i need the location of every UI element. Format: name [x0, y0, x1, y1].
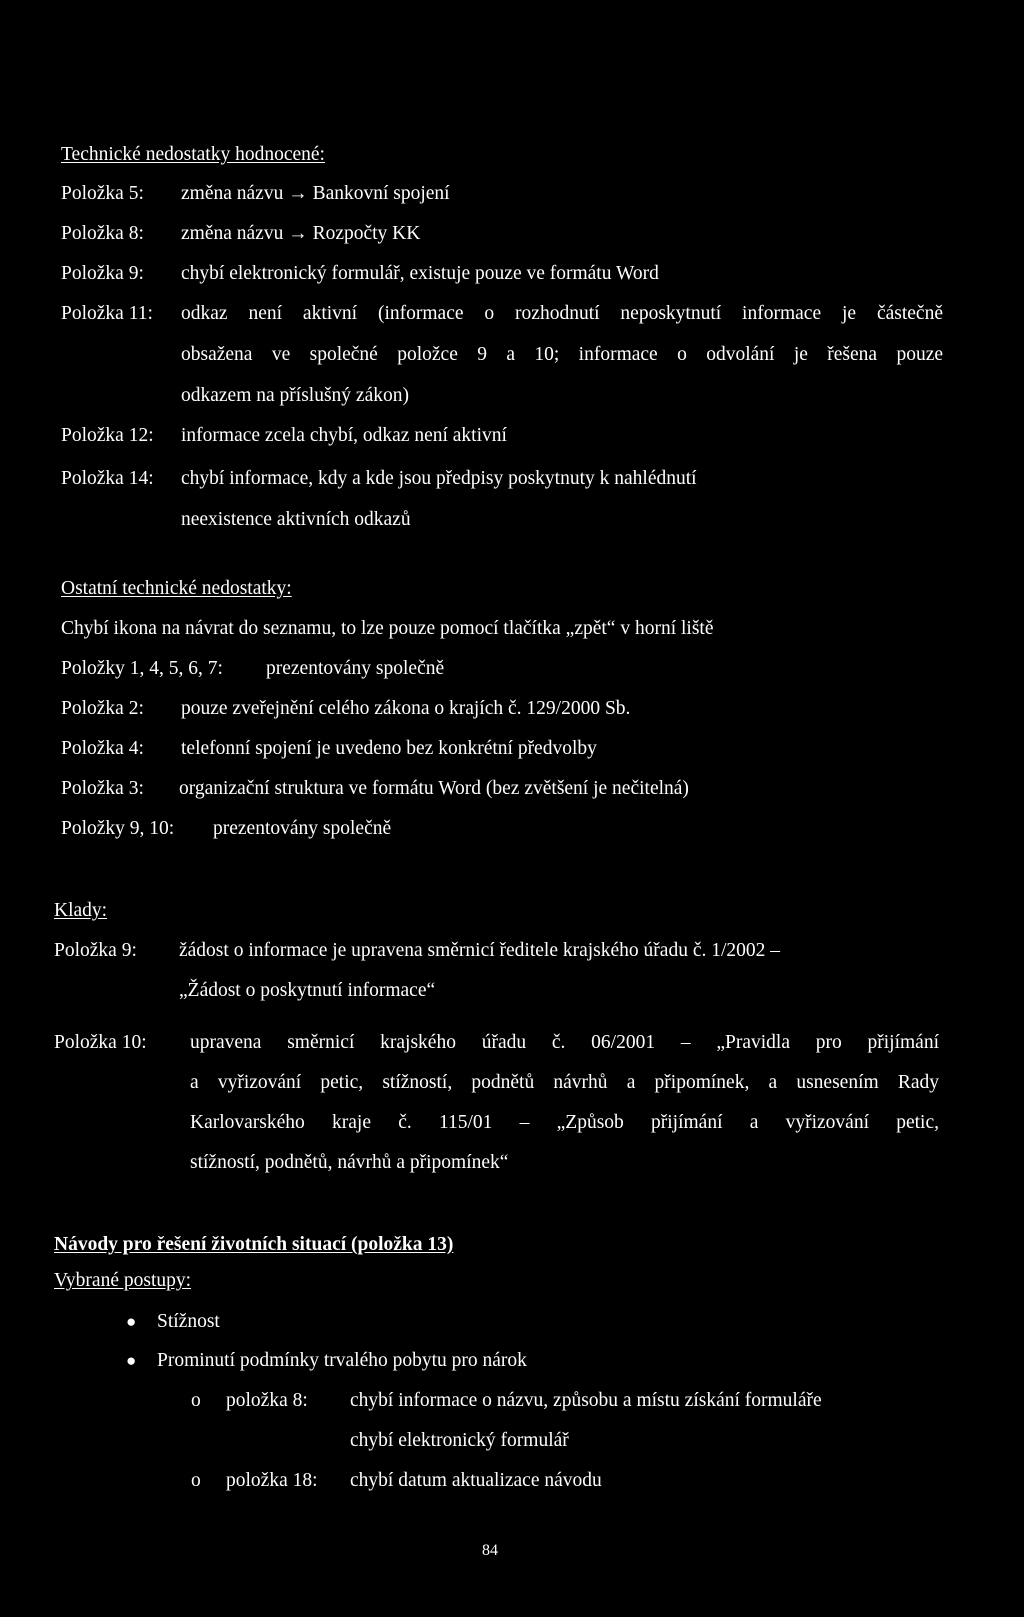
- bullet-text: Prominutí podmínky trvalého pobytu pro nárok: [157, 1350, 527, 1371]
- row-text: žádost o informace je upravena směrnicí ředitele krajského úřadu č. 1/2002 –: [179, 940, 781, 961]
- row-text: odkaz není aktivní (informace o rozhodnutí neposkytnutí informace je částečně: [181, 303, 943, 324]
- row-text: chybí informace, kdy a kde jsou předpisy poskytnuty k nahlédnutí: [181, 468, 697, 489]
- row-text: změna názvu → Rozpočty KK: [181, 223, 421, 244]
- row-label: Položka 10:: [54, 1032, 147, 1053]
- row-label: Položka 2:: [61, 698, 144, 719]
- row-text: prezentovány společně: [266, 658, 445, 679]
- row-text: chybí elektronický formulář, existuje pouze ve formátu Word: [181, 263, 659, 284]
- row-text: a vyřizování petic, stížností, podnětů návrhů a připomínek, a usnesením Rady: [190, 1072, 939, 1093]
- subitem-label: položka 18:: [226, 1470, 318, 1491]
- row-text: informace zcela chybí, odkaz není aktivní: [181, 425, 507, 446]
- bullet-marker: ●: [126, 1351, 137, 1370]
- bullet-text: Stížnost: [157, 1311, 220, 1332]
- row-text: stížností, podnětů, návrhů a připomínek“: [190, 1152, 509, 1173]
- section-subheading-postupy: Vybrané postupy:: [54, 1270, 192, 1291]
- row-label: Položka 11:: [61, 303, 153, 324]
- row-text: pouze zveřejnění celého zákona o krajích č. 129/2000 Sb.: [181, 698, 631, 719]
- subitem-text: chybí datum aktualizace návodu: [350, 1470, 602, 1491]
- row-text: organizační struktura ve formátu Word (bez zvětšení je nečitelná): [179, 778, 689, 799]
- section-heading-klady: Klady:: [54, 900, 108, 921]
- row-label: Položka 8:: [61, 223, 144, 244]
- section-heading-technicke-hodnocene: Technické nedostatky hodnocené:: [61, 144, 325, 165]
- row-text: obsažena ve společné položce 9 a 10; informace o odvolání je řešena pouze: [181, 344, 943, 365]
- subitem-label: položka 8:: [226, 1390, 308, 1411]
- row-label: Položka 3:: [61, 778, 144, 799]
- row-text: odkazem na příslušný zákon): [181, 385, 409, 406]
- subitem-marker: o: [191, 1390, 201, 1411]
- row-label: Položka 9:: [61, 263, 144, 284]
- row-label: Položka 12:: [61, 425, 154, 446]
- subitem-marker: o: [191, 1470, 201, 1491]
- section-heading-ostatni: Ostatní technické nedostatky:: [61, 578, 292, 599]
- page-number: 84: [482, 1542, 498, 1559]
- row-text: změna názvu → Bankovní spojení: [181, 183, 450, 204]
- row-text: prezentovány společně: [213, 818, 392, 839]
- bullet-marker: ●: [126, 1312, 137, 1331]
- row-text: upravena směrnicí krajského úřadu č. 06/2001 – „Pravidla pro přijímání: [190, 1032, 939, 1053]
- intro-text: Chybí ikona na návrat do seznamu, to lze pouze pomocí tlačítka „zpět“ v horní liště: [61, 618, 714, 639]
- row-label: Položka 14:: [61, 468, 154, 489]
- row-text: neexistence aktivních odkazů: [181, 509, 411, 530]
- row-label: Položky 9, 10:: [61, 818, 175, 839]
- row-text: Karlovarského kraje č. 115/01 – „Způsob přijímání a vyřizování petic,: [190, 1112, 939, 1133]
- row-label: Položka 9:: [54, 940, 137, 961]
- row-text: telefonní spojení je uvedeno bez konkrétní předvolby: [181, 738, 597, 759]
- subitem-text: chybí informace o názvu, způsobu a místu získání formuláře: [350, 1390, 822, 1411]
- section-heading-navody: Návody pro řešení životních situací (položka 13): [54, 1234, 454, 1255]
- subitem-text: chybí elektronický formulář: [350, 1430, 569, 1451]
- row-label: Položky 1, 4, 5, 6, 7:: [61, 658, 223, 679]
- row-label: Položka 4:: [61, 738, 144, 759]
- row-label: Položka 5:: [61, 183, 144, 204]
- row-text: „Žádost o poskytnutí informace“: [179, 980, 436, 1001]
